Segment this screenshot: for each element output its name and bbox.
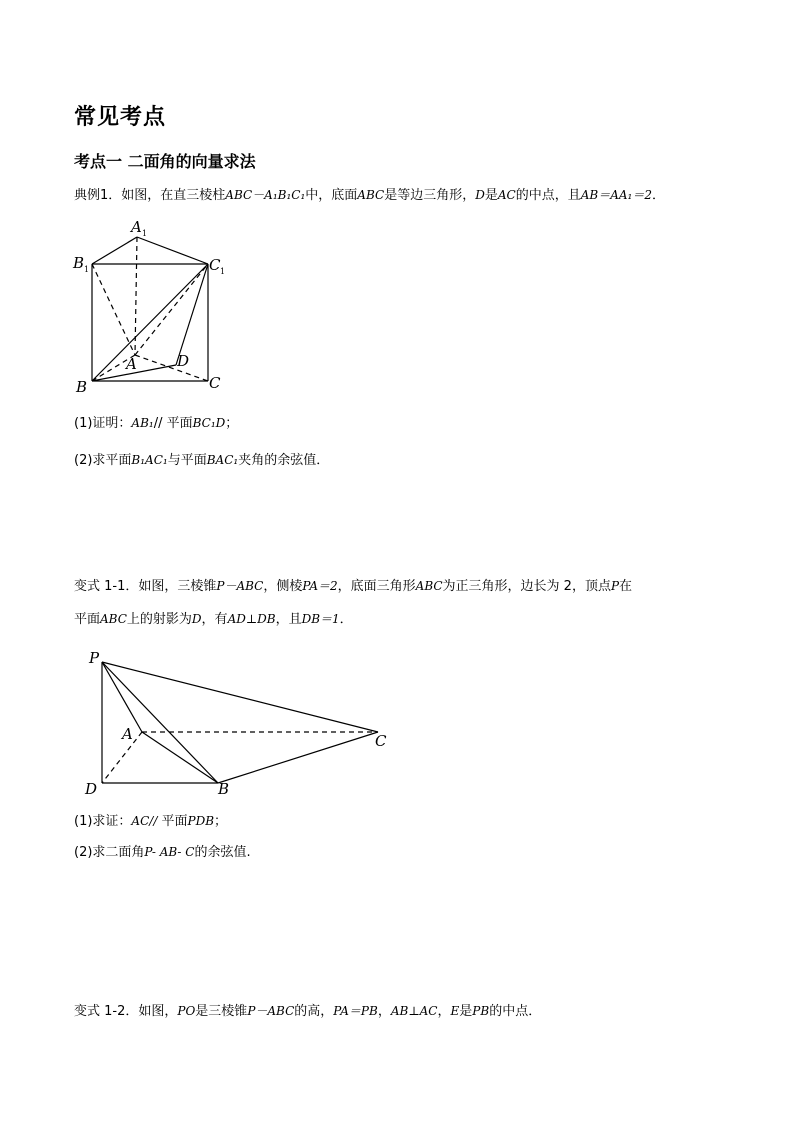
- label-A1: A: [131, 218, 142, 236]
- edge-A-C1: [135, 264, 208, 355]
- label-A: A: [126, 355, 137, 373]
- label-D: D: [177, 352, 190, 370]
- example1-statement: 典例1．如图，在直三棱柱ABC－A₁B₁C₁中，底面ABC是等边三角形，D是AC的中点，且AB＝AA₁＝2．: [74, 188, 665, 203]
- page-heading: 常见考点: [74, 105, 167, 130]
- label-C: C: [209, 374, 221, 392]
- edge-D-C1: [176, 264, 208, 365]
- label-B2: B: [218, 780, 230, 798]
- variant1-question1: (1)求证：AC// 平面PDB；: [74, 814, 228, 829]
- variant1-question2: (2)求二面角P- AB- C的余弦值.: [74, 845, 251, 860]
- example1-question1: (1)证明：AB₁// 平面BC₁D；: [74, 416, 239, 431]
- label-A1-sub: 1: [142, 229, 148, 238]
- label-B1-sub: 1: [84, 265, 90, 274]
- edge-P-B: [102, 662, 218, 783]
- label-P: P: [89, 649, 100, 667]
- edge-B-C: [218, 732, 378, 783]
- edge-B1-A1: [92, 237, 137, 264]
- math-prism: ABC－A₁B₁C₁: [225, 188, 306, 202]
- edge-B-C1: [92, 264, 208, 381]
- edge-A-B: [142, 732, 218, 783]
- edge-A1-C1: [137, 237, 208, 264]
- label-A2: A: [122, 725, 133, 743]
- variant2-statement: 变式 1-2．如图，PO是三棱锥P－ABC的高，PA＝PB，AB⊥AC，E是PB的中点．: [74, 1004, 542, 1019]
- example1-question2: (2)求平面B₁AC₁与平面BAC₁夹角的余弦值．: [74, 453, 330, 468]
- pyramid-figure: [90, 650, 390, 800]
- edge-B1-A: [92, 264, 135, 355]
- label-C1-sub: 1: [220, 267, 226, 276]
- edge-P-C: [102, 662, 378, 732]
- label-D2: D: [85, 780, 98, 798]
- label-B1: B: [73, 254, 85, 272]
- variant1-statement-line1: 变式 1-1．如图，三棱锥P－ABC，侧棱PA＝2，底面三角形ABC为正三角形，边长为 2，顶点P在: [74, 579, 633, 594]
- label-C1: C: [209, 256, 221, 274]
- variant1-statement-line2: 平面ABC上的射影为D，有AD⊥DB，且DB＝1．: [74, 612, 353, 627]
- edge-A-C: [135, 355, 208, 381]
- label-B: B: [76, 378, 88, 396]
- prism-figure: [70, 215, 240, 395]
- label-C2: C: [375, 732, 387, 750]
- section-heading: 考点一 二面角的向量求法: [74, 152, 256, 171]
